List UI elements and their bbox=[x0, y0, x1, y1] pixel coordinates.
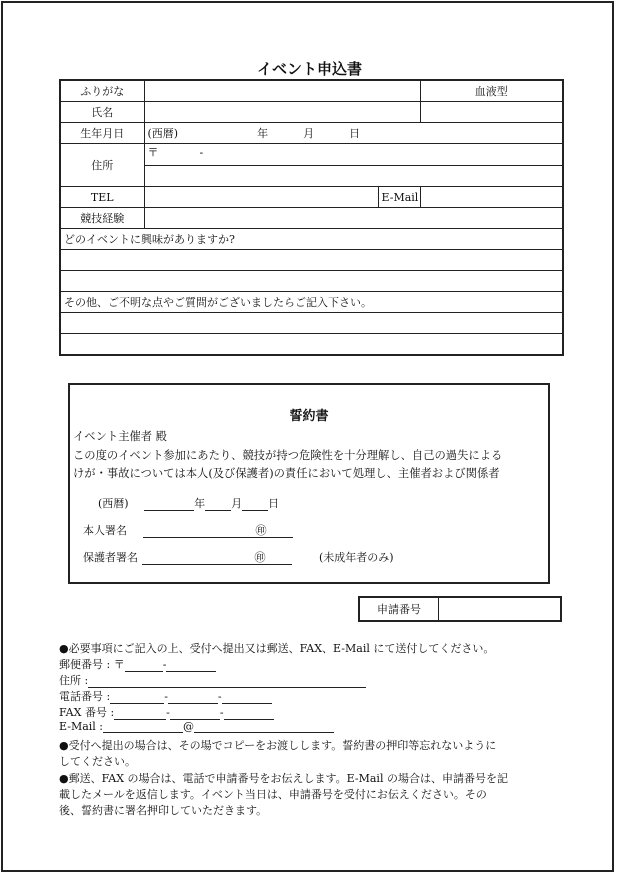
phone-label: 電話番号 : bbox=[59, 690, 111, 703]
fax-label: FAX 番号 : bbox=[59, 706, 115, 719]
postal-mark: 〒 bbox=[147, 146, 159, 159]
birth-day-unit: 日 bbox=[349, 127, 361, 140]
guardian-signature-row[interactable] bbox=[83, 549, 394, 565]
birth-era: (西暦) bbox=[147, 127, 179, 140]
birth-year-unit: 年 bbox=[257, 127, 269, 140]
oath-line-1: この度のイベント参加にあたり、競技が持つ危険性を十分理解し、自己の過失による bbox=[73, 449, 503, 462]
furigana-input[interactable] bbox=[144, 80, 420, 102]
oath-line-2: けが・事故については本人(及び保護者)の責任において処理し、主催者および関係者 bbox=[73, 467, 500, 480]
application-number-box bbox=[358, 596, 562, 622]
tel-label: TEL bbox=[60, 187, 144, 208]
email-label-foot: E-Mail : bbox=[59, 720, 104, 733]
postal-dash-sep: - bbox=[162, 658, 167, 671]
phone-dash-1: - bbox=[164, 690, 168, 703]
postal-code-input[interactable] bbox=[144, 144, 563, 166]
other-question: その他、ご不明な点やご質問がございましたらご記入下さい。 bbox=[60, 292, 563, 313]
application-number-label: 申請番号 bbox=[360, 598, 439, 620]
postal-row bbox=[59, 656, 216, 672]
fax-row bbox=[59, 704, 274, 720]
blood-type-label: 血液型 bbox=[420, 80, 563, 102]
instruction-bullet-3a: ●郵送、FAX の場合は、電話で申請番号をお伝えします。E-Mail の場合は、申請番号を記 bbox=[59, 772, 508, 785]
interest-answer-line-2[interactable] bbox=[60, 271, 563, 292]
other-answer-line-2[interactable] bbox=[60, 334, 563, 356]
interest-answer-line-1[interactable] bbox=[60, 250, 563, 271]
oath-title: 誓約書 bbox=[289, 409, 329, 424]
experience-label: 競技経験 bbox=[60, 208, 144, 229]
page-title: イベント申込書 bbox=[256, 60, 362, 78]
email-at: @ bbox=[183, 720, 195, 733]
email-label: E-Mail bbox=[378, 187, 420, 208]
address-row bbox=[59, 672, 366, 688]
birthdate-input[interactable] bbox=[144, 123, 563, 144]
instruction-bullet-3c: 後、誓約書に署名押印していただきます。 bbox=[59, 804, 268, 817]
address-label: 住所 bbox=[60, 144, 144, 187]
oath-day-unit: 日 bbox=[268, 497, 280, 510]
experience-input[interactable] bbox=[144, 208, 563, 229]
fax-dash-2: - bbox=[219, 706, 224, 719]
oath-month-unit: 月 bbox=[231, 497, 243, 510]
instruction-bullet-2b: してください。 bbox=[59, 755, 136, 768]
phone-dash-2: - bbox=[217, 690, 222, 703]
self-sign-label: 本人署名 bbox=[83, 524, 127, 537]
instruction-bullet-2a: ●受付へ提出の場合は、その場でコピーをお渡しします。誓約書の押印等忘れないように bbox=[59, 739, 497, 752]
other-answer-line-1[interactable] bbox=[60, 313, 563, 334]
oath-box bbox=[68, 383, 550, 584]
self-seal-mark: ㊞ bbox=[255, 524, 267, 537]
phone-row bbox=[59, 688, 272, 704]
address-label-foot: 住所 : bbox=[59, 674, 89, 687]
oath-year-unit: 年 bbox=[194, 497, 206, 510]
oath-date-era: (西暦) bbox=[98, 497, 129, 510]
application-form bbox=[59, 79, 564, 356]
name-label: 氏名 bbox=[60, 102, 144, 123]
oath-addressee: イベント主催者 殿 bbox=[73, 430, 167, 443]
application-number-field[interactable] bbox=[439, 598, 560, 620]
birth-month-unit: 月 bbox=[303, 127, 315, 140]
address-input[interactable] bbox=[144, 165, 563, 187]
name-input[interactable] bbox=[144, 102, 420, 123]
postal-dash: - bbox=[199, 146, 204, 159]
furigana-label: ふりがな bbox=[60, 80, 144, 102]
guardian-sign-label: 保護者署名 bbox=[83, 551, 138, 564]
interest-question: どのイベントに興味がありますか? bbox=[60, 229, 563, 250]
email-row bbox=[59, 720, 334, 733]
email-input[interactable] bbox=[420, 187, 563, 208]
minor-note: (未成年者のみ) bbox=[319, 551, 394, 564]
guardian-seal-mark: ㊞ bbox=[254, 551, 266, 564]
fax-dash-1: - bbox=[166, 706, 170, 719]
self-signature-row[interactable] bbox=[83, 522, 293, 538]
blood-type-input[interactable] bbox=[420, 102, 563, 123]
instruction-line-1: ●必要事項にご記入の上、受付へ提出又は郵送、FAX、E-Mail にて送付してください。 bbox=[59, 642, 495, 655]
instruction-bullet-3b: 載したメールを返信します。イベント当日は、申請番号を受付にお伝えください。その bbox=[59, 788, 487, 801]
oath-date-row[interactable] bbox=[98, 495, 279, 511]
postal-label: 郵便番号 : 〒 bbox=[59, 658, 125, 671]
tel-input[interactable] bbox=[144, 187, 378, 208]
birthdate-label: 生年月日 bbox=[60, 123, 144, 144]
oath-body bbox=[73, 447, 547, 483]
